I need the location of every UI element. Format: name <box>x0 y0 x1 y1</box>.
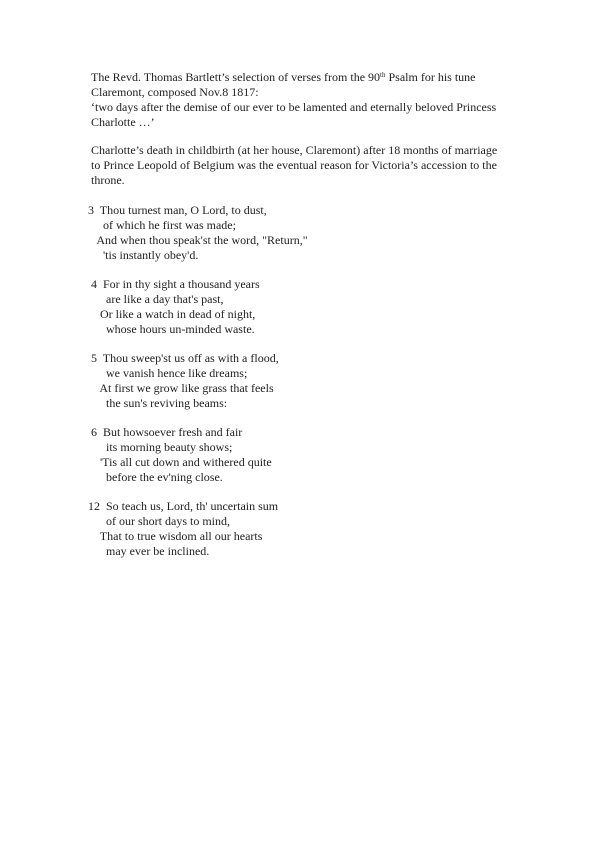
paragraph-line: Charlotte …’ <box>91 115 155 129</box>
paragraph-line: ‘two days after the demise of our ever to be lamented and eternally beloved Princess <box>91 100 497 114</box>
verse-line: may ever be inclined. <box>88 544 210 558</box>
superscript-ordinal: th <box>380 71 386 79</box>
verse-line: 6 But howsoever fresh and fair <box>88 425 243 439</box>
verse-line: Or like a watch in dead of night, <box>88 307 256 321</box>
verse-line: of our short days to mind, <box>88 514 230 528</box>
verse-4 <box>88 277 600 337</box>
verse-line: are like a day that's past, <box>88 292 224 306</box>
intro-paragraph-2 <box>91 143 600 188</box>
verse-3 <box>88 203 600 263</box>
verse-line: before the ev'ning close. <box>88 470 223 484</box>
verse-line: 12 So teach us, Lord, th' uncertain sum <box>88 499 279 513</box>
verse-line: 3 Thou turnest man, O Lord, to dust, <box>88 203 267 217</box>
paragraph-line <box>91 70 600 85</box>
paragraph-line: Charlotte’s death in childbirth (at her house, Claremont) after 18 months of marriage <box>91 143 498 157</box>
verse-line: of which he first was made; <box>88 218 236 232</box>
verse-line: we vanish hence like dreams; <box>88 366 248 380</box>
verse-line: 'Tis all cut down and withered quite <box>88 455 272 469</box>
verse-line: That to true wisdom all our hearts <box>88 529 263 543</box>
verse-line: 4 For in thy sight a thousand years <box>88 277 260 291</box>
verse-line: And when thou speak'st the word, "Return," <box>88 233 308 247</box>
intro-paragraph-1 <box>91 70 600 130</box>
verse-12 <box>88 499 600 559</box>
paragraph-line: throne. <box>91 173 125 187</box>
verse-line: 'tis instantly obey'd. <box>88 248 199 262</box>
text-run: Psalm for his tune <box>385 70 476 84</box>
text-run: The Revd. Thomas Bartlett’s selection of verses from the 90 <box>91 70 381 84</box>
verse-line: whose hours un-minded waste. <box>88 322 255 336</box>
paragraph-line: Claremont, composed Nov.8 1817: <box>91 85 259 99</box>
verse-line: At first we grow like grass that feels <box>88 381 274 395</box>
paragraph-line: to Prince Leopold of Belgium was the eventual reason for Victoria’s accession to the <box>91 158 497 172</box>
verse-line: the sun's reviving beams: <box>88 396 228 410</box>
verse-line: 5 Thou sweep'st us off as with a flood, <box>88 351 279 365</box>
verse-line: its morning beauty shows; <box>88 440 233 454</box>
verse-5 <box>88 351 600 411</box>
verse-6 <box>88 425 600 485</box>
